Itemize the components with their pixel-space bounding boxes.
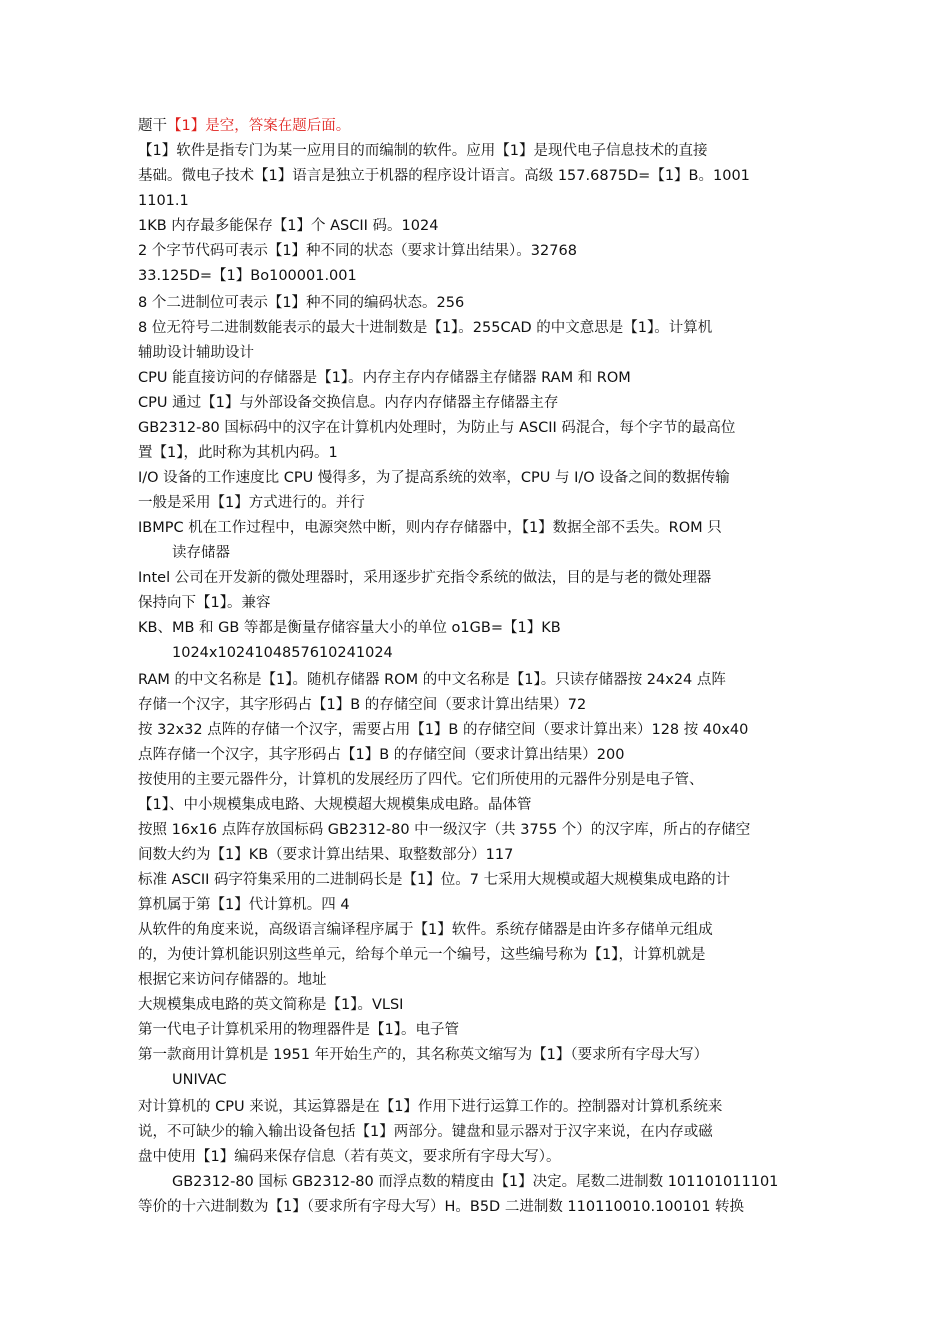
text-line: RAM 的中文名称是【1】。随机存储器 ROM 的中文名称是【1】。只读存储器按 24x24 点阵 — [138, 672, 726, 688]
text-line: 第一款商用计算机是 1951 年开始生产的，其名称英文缩写为【1】（要求所有字母大写） — [138, 1047, 709, 1063]
text-line: 根据它来访问存储器的。地址 — [138, 972, 327, 988]
text-line: I/O 设备的工作速度比 CPU 慢得多，为了提高系统的效率，CPU 与 I/O 设备之间的数据传输 — [138, 470, 730, 486]
text-line: CPU 通过【1】与外部设备交换信息。内存内存储器主存储器主存 — [138, 395, 559, 411]
text-line: 1KB 内存最多能保存【1】个 ASCII 码。1024 — [138, 218, 439, 234]
instruction-line — [138, 114, 814, 139]
document-body — [138, 114, 814, 1220]
text-line: UNIVAC — [172, 1072, 227, 1088]
text-line: 间数大约为【1】KB（要求计算出结果、取整数部分）117 — [138, 847, 514, 863]
text-line: 【1】、中小规模集成电路、大规模超大规模集成电路。晶体管 — [138, 797, 532, 813]
text-line: GB2312-80 国标码中的汉字在计算机内处理时，为防止与 ASCII 码混合，每个字节的最高位 — [138, 420, 736, 436]
text-line: 标准 ASCII 码字符集采用的二进制码长是【1】位。7 七采用大规模或超大规模集成电路的计 — [138, 872, 731, 888]
text-line: 从软件的角度来说，高级语言编译程序属于【1】软件。系统存储器是由许多存储单元组成 — [138, 922, 713, 938]
text-line: 第一代电子计算机采用的物理器件是【1】。电子管 — [138, 1022, 459, 1038]
text-line: 1101.1 — [138, 193, 189, 209]
text-line: 等价的十六进制数为【1】（要求所有字母大写）H。B5D 二进制数 110110010.100101 转换 — [138, 1199, 745, 1215]
text-line: 一般是采用【1】方式进行的。并行 — [138, 495, 365, 511]
text-line: 说，不可缺少的输入输出设备包括【1】两部分。键盘和显示器对于汉字来说，在内存或磁 — [138, 1124, 713, 1140]
text-line: 盘中使用【1】编码来保存信息（若有英文，要求所有字母大写）。 — [138, 1149, 561, 1165]
text-line: 读存储器 — [172, 545, 230, 561]
instruction-highlight: 【1】是空，答案在题后面。 — [167, 118, 351, 134]
text-line: 点阵存储一个汉字，其字形码占【1】B 的存储空间（要求计算出结果）200 — [138, 747, 625, 763]
text-line: 大规模集成电路的英文简称是【1】。VLSI — [138, 997, 404, 1013]
text-line: 按使用的主要元器件分，计算机的发展经历了四代。它们所使用的元器件分别是电子管、 — [138, 772, 704, 788]
text-line: 基础。微电子技术【1】语言是独立于机器的程序设计语言。高级 157.6875D=【1】B。1001 — [138, 168, 750, 184]
text-line: 8 个二进制位可表示【1】种不同的编码状态。256 — [138, 295, 465, 311]
text-line: 1024x1024104857610241024 — [172, 645, 393, 661]
text-line: Intel 公司在开发新的微处理器时，采用逐步扩充指令系统的做法，目的是与老的微处理器 — [138, 570, 712, 586]
text-line: 保持向下【1】。兼容 — [138, 595, 271, 611]
text-line: 的，为使计算机能识别这些单元，给每个单元一个编号，这些编号称为【1】，计算机就是 — [138, 947, 706, 963]
text-line: 置【1】，此时称为其机内码。1 — [138, 445, 338, 461]
text-line: KB、MB 和 GB 等都是衡量存储容量大小的单位 o1GB=【1】KB — [138, 620, 561, 636]
text-line: 按照 16x16 点阵存放国标码 GB2312-80 中一级汉字（共 3755 个）的汉字库，所占的存储空 — [138, 822, 751, 838]
text-line: GB2312-80 国标 GB2312-80 而浮点数的精度由【1】决定。尾数二进制数 101101011101 — [172, 1174, 779, 1190]
text-line: 【1】软件是指专门为某一应用目的而编制的软件。应用【1】是现代电子信息技术的直接 — [138, 143, 708, 159]
instruction-prefix: 题干 — [138, 118, 167, 134]
text-line: 33.125D=【1】Bo100001.001 — [138, 268, 357, 284]
text-line: CPU 能直接访问的存储器是【1】。内存主存内存储器主存储器 RAM 和 ROM — [138, 370, 631, 386]
text-line: 存储一个汉字，其字形码占【1】B 的存储空间（要求计算出结果）72 — [138, 697, 587, 713]
text-line: IBMPC 机在工作过程中，电源突然中断，则内存存储器中，【1】数据全部不丢失。ROM 只 — [138, 520, 722, 536]
text-line: 算机属于第【1】代计算机。四 4 — [138, 897, 350, 913]
text-line: 8 位无符号二进制数能表示的最大十进制数是【1】。255CAD 的中文意思是【1】。计算机 — [138, 320, 713, 336]
text-line: 2 个字节代码可表示【1】种不同的状态（要求计算出结果）。32768 — [138, 243, 577, 259]
text-line: 对计算机的 CPU 来说，其运算器是在【1】作用下进行运算工作的。控制器对计算机系统来 — [138, 1099, 723, 1115]
text-line: 辅助设计辅助设计 — [138, 345, 254, 361]
text-line: 按 32x32 点阵的存储一个汉字，需要占用【1】B 的存储空间（要求计算出来）128 按 40x40 — [138, 722, 749, 738]
